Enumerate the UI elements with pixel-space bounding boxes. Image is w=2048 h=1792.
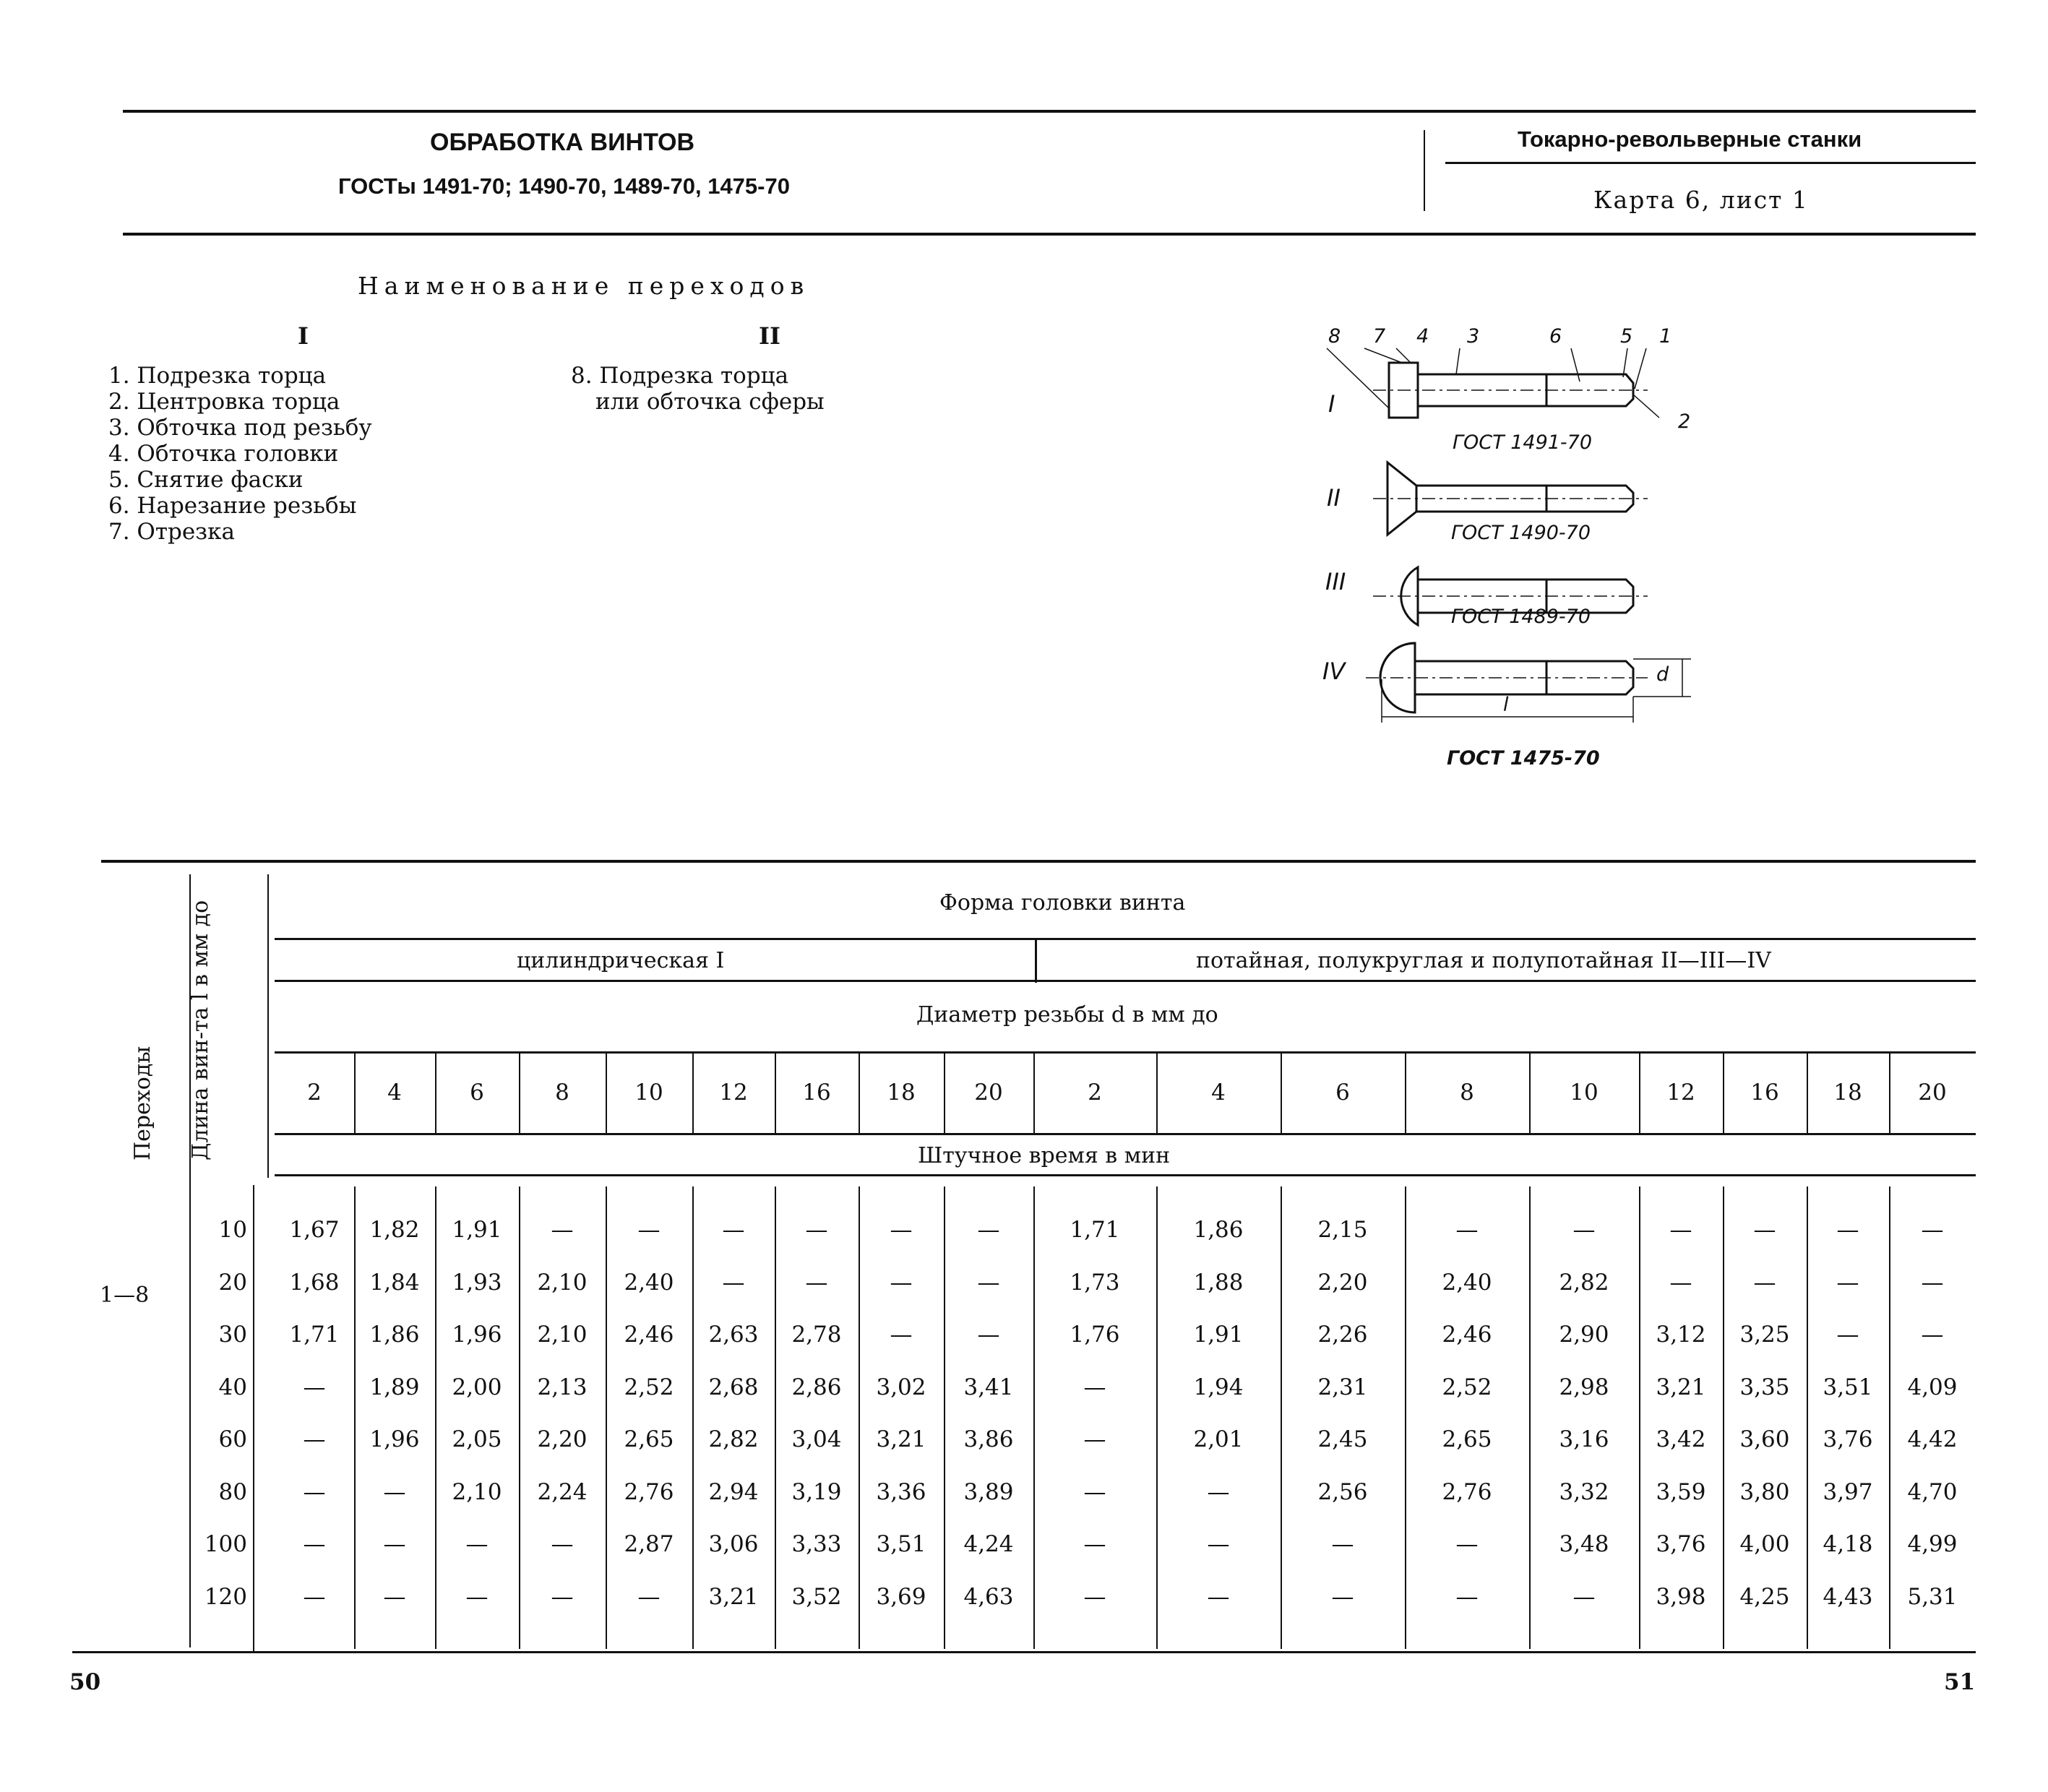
- row-length: 40: [218, 1374, 247, 1400]
- table-cell: —: [637, 1217, 661, 1243]
- table-cell: —: [722, 1217, 745, 1243]
- table-cell: —: [1083, 1583, 1106, 1610]
- table-rule: [275, 1174, 1976, 1176]
- screw-numeral-iii: III: [1325, 568, 1346, 595]
- table-cell: 3,86: [963, 1426, 1014, 1452]
- table-rule: [275, 1133, 1976, 1135]
- table-cell: 2,68: [708, 1374, 759, 1400]
- table-cell: 3,21: [876, 1426, 926, 1452]
- dimension-d: d: [1656, 663, 1669, 686]
- table-cell: 2,52: [1442, 1374, 1492, 1400]
- table-cell: —: [805, 1269, 828, 1296]
- table-cell: —: [1669, 1269, 1692, 1296]
- table-cell: 1,91: [1193, 1322, 1244, 1348]
- list-item: 8. Подрезка торца: [571, 363, 789, 389]
- table-cell: —: [1207, 1531, 1230, 1557]
- table-cell: —: [890, 1269, 913, 1296]
- table-cell: 3,52: [791, 1583, 842, 1610]
- table-cell: 3,35: [1739, 1374, 1790, 1400]
- table-cell: —: [1572, 1217, 1596, 1243]
- table-cell: 1,84: [369, 1269, 420, 1296]
- diameter-header: 2: [1088, 1080, 1102, 1106]
- page-number-right: 51: [1944, 1669, 1976, 1695]
- list-item: 5. Снятие фаски: [108, 467, 304, 493]
- table-top-rule: [101, 860, 1976, 863]
- length-col-rule: [267, 874, 269, 1178]
- table-cell: —: [1921, 1269, 1944, 1296]
- table-cell: 2,65: [1442, 1426, 1492, 1452]
- group-divider: [1035, 939, 1037, 983]
- column-rule: [1889, 1186, 1890, 1649]
- table-cell: 3,76: [1823, 1426, 1873, 1452]
- table-cell: 3,98: [1656, 1583, 1706, 1610]
- table-cell: 2,87: [624, 1531, 674, 1557]
- screw-gost-iv: ГОСТ 1475-70: [1447, 747, 1600, 770]
- diameter-header: 4: [1211, 1080, 1226, 1106]
- table-cell: 1,82: [369, 1217, 420, 1243]
- table-cell: —: [1753, 1217, 1776, 1243]
- head-other: потайная, полукруглая и полупотайная II—III—IV: [1196, 948, 1771, 973]
- table-cell: 1,67: [289, 1217, 340, 1243]
- column-rule: [435, 1186, 436, 1649]
- table-cell: —: [465, 1531, 489, 1557]
- diameter-header: 10: [1570, 1080, 1599, 1106]
- table-cell: 1,71: [289, 1322, 340, 1348]
- table-cell: 1,88: [1193, 1269, 1244, 1296]
- diameter-header: 2: [307, 1080, 322, 1106]
- table-cell: —: [1207, 1478, 1230, 1505]
- table-cell: 2,10: [537, 1269, 588, 1296]
- table-cell: 2,40: [624, 1269, 674, 1296]
- table-cell: 3,41: [963, 1374, 1014, 1400]
- table-cell: 1,73: [1070, 1269, 1120, 1296]
- screw-gost-iii: ГОСТ 1489-70: [1451, 606, 1591, 628]
- callout-1: 1: [1659, 325, 1672, 348]
- table-cell: 3,19: [791, 1478, 842, 1505]
- table-cell: 1,94: [1193, 1374, 1244, 1400]
- row-length: 80: [218, 1478, 247, 1505]
- card-number: Карта 6, лист 1: [1593, 186, 1809, 214]
- table-cell: 2,45: [1317, 1426, 1368, 1452]
- callout-3: 3: [1467, 325, 1480, 348]
- table-cell: 3,51: [876, 1531, 926, 1557]
- table-rule: [275, 980, 1976, 982]
- table-cell: 4,00: [1739, 1531, 1790, 1557]
- diameter-header: 20: [1918, 1080, 1947, 1106]
- table-cell: —: [303, 1583, 326, 1610]
- table-cell: 3,25: [1739, 1322, 1790, 1348]
- diameter-header: 4: [387, 1080, 402, 1106]
- table-cell: 3,89: [963, 1478, 1014, 1505]
- table-cell: 3,80: [1739, 1478, 1790, 1505]
- table-cell: 5,31: [1907, 1583, 1958, 1610]
- table-cell: —: [551, 1531, 574, 1557]
- table-cell: —: [1083, 1374, 1106, 1400]
- table-cell: 1,86: [1193, 1217, 1244, 1243]
- table-cell: 3,33: [791, 1531, 842, 1557]
- table-cell: —: [637, 1583, 661, 1610]
- page-title: ОБРАБОТКА ВИНТОВ: [430, 129, 694, 156]
- head-diam: Диаметр резьбы d в мм до: [916, 1002, 1218, 1028]
- table-cell: 3,48: [1559, 1531, 1609, 1557]
- table-cell: 4,42: [1907, 1426, 1958, 1452]
- table-cell: 4,70: [1907, 1478, 1958, 1505]
- length-col-rule: [253, 1185, 254, 1651]
- group1-label: I: [298, 322, 309, 350]
- diameter-header: 16: [802, 1080, 831, 1106]
- table-cell: 2,31: [1317, 1374, 1368, 1400]
- dimension-l: l: [1503, 694, 1509, 716]
- diameter-header: 20: [974, 1080, 1003, 1106]
- table-cell: —: [1669, 1217, 1692, 1243]
- table-cell: 2,98: [1559, 1374, 1609, 1400]
- table-cell: —: [1921, 1322, 1944, 1348]
- table-cell: 2,65: [624, 1426, 674, 1452]
- table-cell: 2,24: [537, 1478, 588, 1505]
- table-cell: —: [303, 1478, 326, 1505]
- table-rule: [275, 1051, 1976, 1054]
- table-cell: 1,68: [289, 1269, 340, 1296]
- diameter-header: 6: [1335, 1080, 1350, 1106]
- table-cell: 2,26: [1317, 1322, 1368, 1348]
- table-cell: —: [1753, 1269, 1776, 1296]
- table-cell: 2,00: [452, 1374, 502, 1400]
- table-cell: 4,25: [1739, 1583, 1790, 1610]
- table-cell: 4,18: [1823, 1531, 1873, 1557]
- table-cell: 2,63: [708, 1322, 759, 1348]
- table-cell: —: [303, 1426, 326, 1452]
- column-rule: [775, 1186, 776, 1649]
- callout-4: 4: [1416, 325, 1429, 348]
- table-cell: 2,13: [537, 1374, 588, 1400]
- table-cell: —: [1331, 1583, 1354, 1610]
- table-cell: 1,91: [452, 1217, 502, 1243]
- table-cell: 4,09: [1907, 1374, 1958, 1400]
- head-time: Штучное время в мин: [918, 1143, 1171, 1168]
- table-cell: 3,02: [876, 1374, 926, 1400]
- table-cell: —: [383, 1531, 406, 1557]
- table-cell: 3,36: [876, 1478, 926, 1505]
- column-rule: [1807, 1186, 1808, 1649]
- table-cell: —: [1083, 1531, 1106, 1557]
- list-item: 4. Обточка головки: [108, 441, 339, 467]
- table-cell: —: [977, 1269, 1000, 1296]
- list-item: 1. Подрезка торца: [108, 363, 327, 389]
- table-cell: —: [551, 1217, 574, 1243]
- column-rule: [859, 1186, 860, 1649]
- table-cell: 1,96: [452, 1322, 502, 1348]
- table-cell: 2,56: [1317, 1478, 1368, 1505]
- table-cell: 3,16: [1559, 1426, 1609, 1452]
- table-cell: 4,43: [1823, 1583, 1873, 1610]
- table-cell: 2,01: [1193, 1426, 1244, 1452]
- callout-7: 7: [1373, 325, 1386, 348]
- column-rule: [1033, 1186, 1035, 1649]
- table-cell: —: [890, 1217, 913, 1243]
- diameter-header: 8: [1460, 1080, 1474, 1106]
- callout-2: 2: [1678, 410, 1691, 433]
- screw-numeral-iv: IV: [1322, 658, 1346, 685]
- row-length: 30: [218, 1322, 247, 1348]
- table-cell: 3,97: [1823, 1478, 1873, 1505]
- table-cell: —: [383, 1478, 406, 1505]
- table-cell: —: [551, 1583, 574, 1610]
- column-rule: [1156, 1186, 1158, 1649]
- table-cell: 1,76: [1070, 1322, 1120, 1348]
- table-cell: —: [722, 1269, 745, 1296]
- col-transitions: Переходы: [130, 1046, 155, 1160]
- table-cell: —: [1836, 1269, 1859, 1296]
- row-length: 20: [218, 1269, 247, 1296]
- table-cell: 1,71: [1070, 1217, 1120, 1243]
- table-cell: 2,20: [537, 1426, 588, 1452]
- list-item: 6. Нарезание резьбы: [108, 493, 357, 519]
- column-rule: [692, 1186, 694, 1649]
- table-cell: —: [1207, 1583, 1230, 1610]
- table-cell: 4,99: [1907, 1531, 1958, 1557]
- table-cell: —: [1083, 1478, 1106, 1505]
- diameter-header: 16: [1750, 1080, 1779, 1106]
- transitions-title: Наименование переходов: [358, 272, 810, 300]
- table-cell: —: [977, 1322, 1000, 1348]
- table-cell: 2,86: [791, 1374, 842, 1400]
- table-cell: 3,59: [1656, 1478, 1706, 1505]
- head-form: Форма головки винта: [939, 890, 1186, 916]
- screw-numeral-i: I: [1328, 390, 1335, 418]
- column-rule: [354, 1186, 356, 1649]
- table-cell: —: [383, 1583, 406, 1610]
- table-cell: 3,76: [1656, 1531, 1706, 1557]
- page-number-left: 50: [69, 1669, 101, 1695]
- table-cell: 2,90: [1559, 1322, 1609, 1348]
- table-cell: —: [890, 1322, 913, 1348]
- diameter-header: 10: [634, 1080, 663, 1106]
- table-cell: 2,10: [537, 1322, 588, 1348]
- table-cell: 2,20: [1317, 1269, 1368, 1296]
- table-cell: —: [303, 1531, 326, 1557]
- table-cell: —: [1455, 1531, 1479, 1557]
- table-cell: —: [303, 1374, 326, 1400]
- row-length: 120: [204, 1583, 247, 1610]
- table-cell: 2,10: [452, 1478, 502, 1505]
- table-cell: 3,21: [1656, 1374, 1706, 1400]
- callout-8: 8: [1328, 325, 1341, 348]
- transition-range: 1—8: [100, 1283, 150, 1308]
- table-cell: —: [1572, 1583, 1596, 1610]
- screw-gost-ii: ГОСТ 1490-70: [1451, 522, 1591, 544]
- column-rule: [606, 1186, 607, 1649]
- table-cell: 2,40: [1442, 1269, 1492, 1296]
- screw-numeral-ii: II: [1327, 484, 1341, 512]
- table-cell: 2,76: [624, 1478, 674, 1505]
- machines-label: Токарно-револьверные станки: [1518, 126, 1862, 152]
- table-cell: 4,63: [963, 1583, 1014, 1610]
- table-cell: —: [1921, 1217, 1944, 1243]
- diameter-header: 12: [1666, 1080, 1695, 1106]
- list-item: 2. Центровка торца: [108, 389, 340, 415]
- table-cell: 3,42: [1656, 1426, 1706, 1452]
- table-cell: 3,06: [708, 1531, 759, 1557]
- table-cell: 2,78: [791, 1322, 842, 1348]
- table-cell: —: [1083, 1426, 1106, 1452]
- table-cell: 3,12: [1656, 1322, 1706, 1348]
- diameter-header: 12: [719, 1080, 748, 1106]
- table-cell: 3,60: [1739, 1426, 1790, 1452]
- table-cell: 2,46: [1442, 1322, 1492, 1348]
- table-cell: 2,15: [1317, 1217, 1368, 1243]
- table-cell: 2,05: [452, 1426, 502, 1452]
- table-cell: —: [977, 1217, 1000, 1243]
- row-length: 10: [218, 1217, 247, 1243]
- column-rule: [1723, 1186, 1724, 1649]
- table-cell: 1,89: [369, 1374, 420, 1400]
- table-cell: —: [1455, 1217, 1479, 1243]
- transition-list-2: [571, 363, 825, 415]
- col-length: Длина вин-та l в мм до: [188, 900, 213, 1160]
- column-rule: [1639, 1186, 1640, 1649]
- table-cell: 2,46: [624, 1322, 674, 1348]
- diameter-header: 18: [887, 1080, 916, 1106]
- table-cell: 3,32: [1559, 1478, 1609, 1505]
- table-cell: 2,94: [708, 1478, 759, 1505]
- table-cell: —: [805, 1217, 828, 1243]
- column-rule: [1281, 1186, 1282, 1649]
- table-cell: 2,52: [624, 1374, 674, 1400]
- table-cell: 1,96: [369, 1426, 420, 1452]
- diameter-header: 6: [470, 1080, 484, 1106]
- callout-5: 5: [1620, 325, 1633, 348]
- table-cell: —: [1455, 1583, 1479, 1610]
- table-rule: [275, 938, 1976, 940]
- group2-label: II: [759, 322, 780, 350]
- table-cell: 2,82: [708, 1426, 759, 1452]
- table-cell: —: [1331, 1531, 1354, 1557]
- table-cell: 1,93: [452, 1269, 502, 1296]
- list-item: или обточка сферы: [595, 389, 825, 415]
- table-cell: 1,86: [369, 1322, 420, 1348]
- screw-gost-i: ГОСТ 1491-70: [1453, 431, 1593, 454]
- table-cell: —: [1836, 1322, 1859, 1348]
- row-length: 60: [218, 1426, 247, 1452]
- diameter-header: 18: [1833, 1080, 1862, 1106]
- table-cell: —: [1836, 1217, 1859, 1243]
- table-cell: 3,69: [876, 1583, 926, 1610]
- table-cell: —: [465, 1583, 489, 1610]
- table-cell: 3,21: [708, 1583, 759, 1610]
- column-rule: [1529, 1186, 1531, 1649]
- list-item: 3. Обточка под резьбу: [108, 415, 372, 441]
- column-rule: [944, 1186, 945, 1649]
- transition-list-1: [108, 363, 372, 545]
- callout-6: 6: [1549, 325, 1562, 348]
- column-rule: [1405, 1186, 1406, 1649]
- table-cell: 3,51: [1823, 1374, 1873, 1400]
- table-cell: 3,04: [791, 1426, 842, 1452]
- diameter-header: 8: [555, 1080, 569, 1106]
- gost-list: ГОСТы 1491-70; 1490-70, 1489-70, 1475-70: [338, 173, 790, 199]
- table-cell: 2,82: [1559, 1269, 1609, 1296]
- head-cyl: цилиндрическая I: [517, 948, 725, 973]
- table-cell: 2,76: [1442, 1478, 1492, 1505]
- row-length: 100: [204, 1531, 247, 1557]
- list-item: 7. Отрезка: [108, 519, 235, 545]
- table-cell: 4,24: [963, 1531, 1014, 1557]
- column-rule: [519, 1186, 520, 1649]
